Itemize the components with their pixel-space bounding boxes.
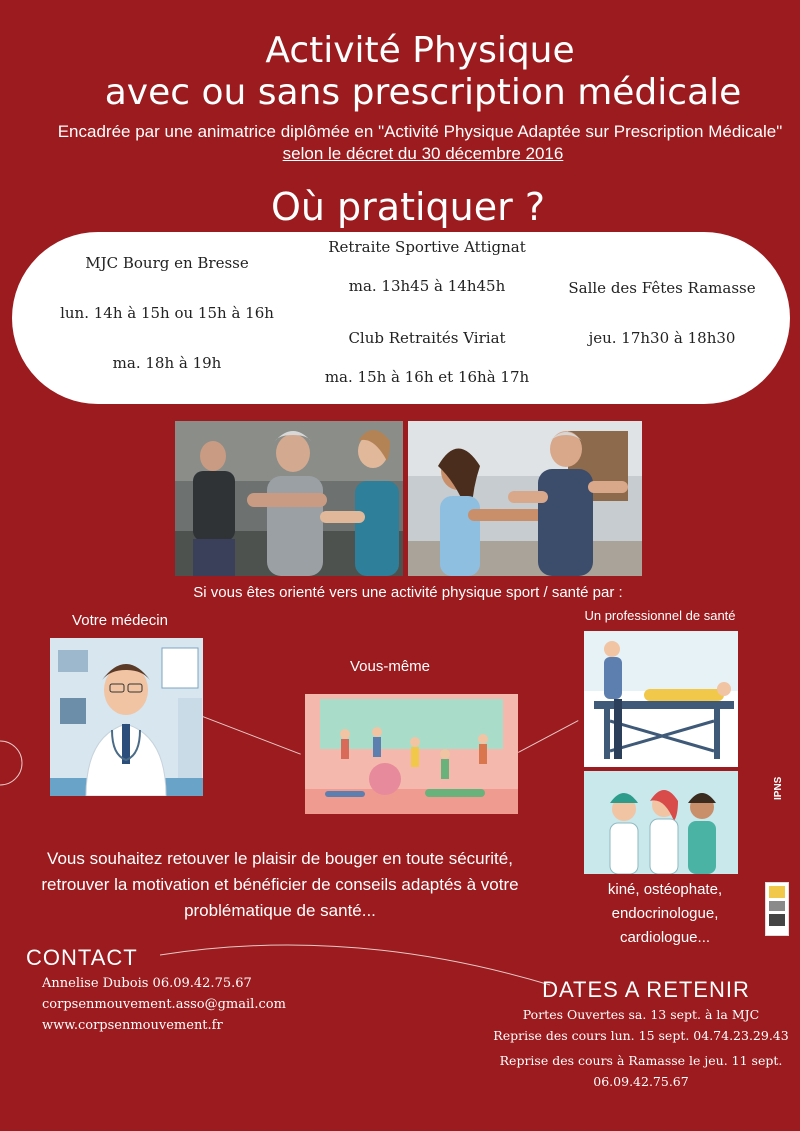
title-line-1: Activité Physique [265, 30, 575, 71]
place-mjc: MJC Bourg en Bresse [85, 254, 249, 272]
health-team-illustration [584, 771, 738, 874]
pro-list [590, 878, 740, 950]
logo-badge-mid [769, 901, 785, 911]
slot-viriat: ma. 15h à 16h et 16hà 17h [324, 368, 530, 386]
motivation-text [30, 846, 530, 924]
dates-heading: DATES A RETENIR [542, 977, 750, 1002]
fitness-class-illustration [305, 694, 518, 814]
slot-mjc-1: lun. 14h à 15h ou 15h à 16h [60, 304, 274, 322]
dates-line-4: 06.09.42.75.67 [593, 1074, 689, 1089]
pro-list-item: endocrinologue, [611, 905, 719, 922]
contact-website[interactable]: www.corpsenmouvement.fr [42, 1018, 223, 1033]
dates-line-3: Reprise des cours à Ramasse le jeu. 11 sept. [499, 1053, 783, 1068]
photo-coach-senior [408, 421, 642, 576]
motivation-line: problématique de santé... [184, 901, 376, 920]
contact-heading: CONTACT [26, 945, 138, 970]
pro-list-item: cardiologue... [619, 929, 711, 946]
place-attignat: Retraite Sportive Attignat [328, 238, 526, 256]
title-line-2: avec ou sans prescription médicale [104, 72, 742, 113]
connector-pro [518, 720, 579, 753]
pro-list-item: kiné, ostéophate, [607, 881, 723, 898]
doctor-illustration [50, 638, 203, 796]
slot-mjc-2: ma. 18h à 19h [112, 354, 222, 372]
doctor-label: Votre médecin [72, 612, 168, 629]
subtitle-line-2: selon le décret du 30 décembre 2016 [282, 144, 564, 163]
orientation-intro: Si vous êtes orienté vers une activité physique sport / santé par : [193, 584, 623, 601]
pro-label: Un professionnel de santé [584, 608, 736, 623]
place-viriat: Club Retraités Viriat [348, 329, 506, 347]
schedule-panel [12, 232, 790, 404]
contact-name-phone: Annelise Dubois 06.09.42.75.67 [42, 976, 252, 991]
dates-line-2: Reprise des cours lun. 15 sept. 04.74.23.29.43 [493, 1028, 789, 1043]
ipns-label: IPNS [773, 776, 784, 800]
slot-attignat: ma. 13h45 à 14h45h [348, 277, 506, 295]
where-heading: Où pratiquer ? [270, 185, 545, 229]
connector-doctor [200, 715, 301, 755]
self-label: Vous-même [349, 658, 431, 675]
contact-email[interactable]: corpsenmouvement.asso@gmail.com [42, 997, 286, 1012]
place-ramasse: Salle des Fêtes Ramasse [568, 279, 756, 297]
decorative-circle [0, 735, 24, 799]
motivation-line: Vous souhaitez retouver le plaisir de bouger en toute sécurité, [47, 849, 513, 868]
slot-ramasse: jeu. 17h30 à 18h30 [588, 329, 736, 347]
physio-illustration [584, 631, 738, 767]
logo-badge [765, 882, 789, 936]
logo-badge-bottom [769, 914, 785, 926]
logo-badge-top [769, 886, 785, 898]
motivation-line: retrouver la motivation et bénéficier de conseils adaptés à votre [41, 875, 519, 894]
photo-seniors-exercise [175, 421, 403, 576]
subtitle-line-1: Encadrée par une animatrice diplômée en "Activité Physique Adaptée sur Prescription Médicale" [57, 122, 783, 141]
dates-line-1: Portes Ouvertes sa. 13 sept. à la MJC [522, 1007, 760, 1022]
